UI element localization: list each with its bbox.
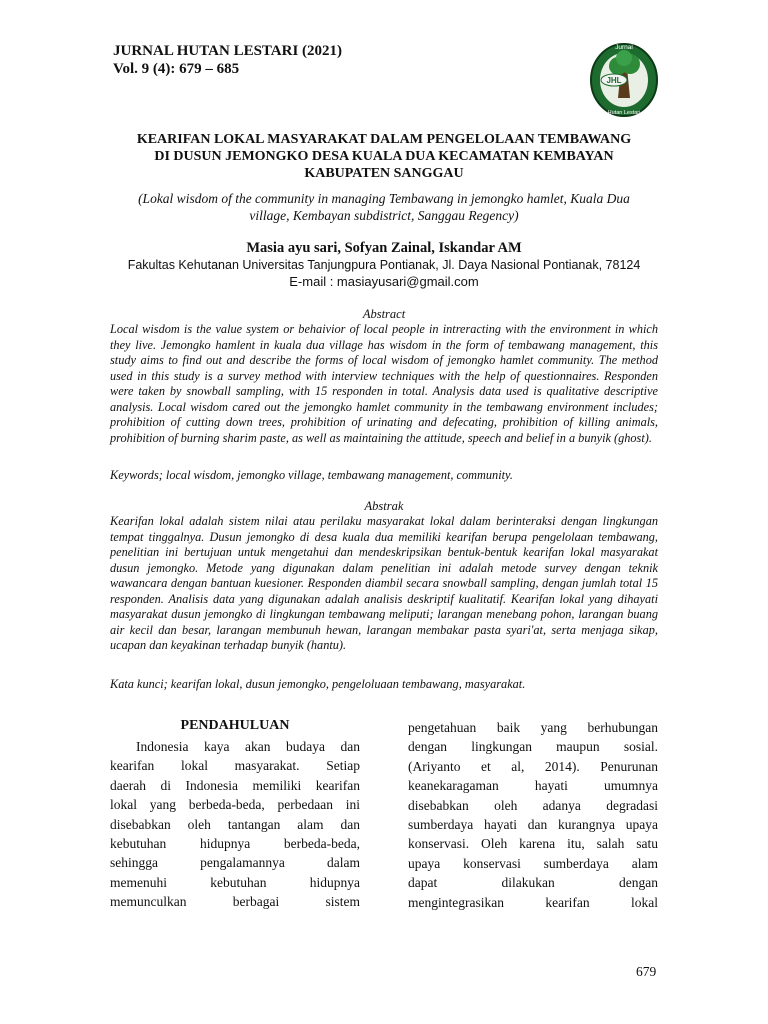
body-line: sumberdaya hayati dan kurangnya upaya [408, 816, 658, 832]
body-line: (Ariyanto et al, 2014). Penurunan [408, 758, 658, 774]
body-line: pengetahuan baik yang berhubungan [408, 720, 658, 735]
abstrak-heading: Abstrak [364, 499, 404, 513]
paper-subtitle [112, 190, 656, 224]
right-column [408, 718, 658, 912]
journal-logo [588, 38, 660, 118]
left-column [110, 737, 360, 912]
body-line: kebutuhan hidupnya berbeda-beda, [110, 835, 360, 851]
body-line: dengan lingkungan maupun sosial. [408, 739, 658, 755]
subtitle-line: village, Kembayan subdistrict, Sanggau Regency) [249, 208, 519, 223]
body-line: upaya konservasi sumberdaya alam [408, 855, 658, 871]
body-line: kearifan lokal masyarakat. Setiap [110, 758, 360, 774]
body-line: mengintegrasikan kearifan lokal [408, 894, 658, 910]
body-line: konservasi. Oleh karena itu, salah satu [408, 836, 658, 852]
body-line: memunculkan berbagai sistem [110, 894, 360, 910]
abstrak-text: Kearifan lokal adalah sistem nilai atau perilaku masyarakat lokal dalam berinteraksi dengan lingkungan tempat tinggalnya. Dusun jemongko di desa kuala dua memiliki kearifan berupa pengelolaan tembawang, penelitian ini bertujuan untuk mengetahui dan mendeskripsikan bentuk-bentuk kearifan lokal masyarakat dusun jemongko. Metode yang digunakan dalam penelitian ini adalah metode survey dengan teknik wawancara dengan bantuan kuesioner. Responden diambil secara snowball sampling, dengan jumlah total 15 responden. Analisis data yang digunakan adalah analisis deskriptif kualitatif. Kearifan lokal yang dihayati masyarakat dusun jemongko di lingkungan tembawang meliputi; larangan menebang pohon, larangan buang air kecil dan besar, larangan membunuh hewan, larangan membakar pasta syari'at, serta menjaga sikap, ucapan dan keyakinan terhadap bunyik (hantu). [110, 514, 658, 652]
section-heading: PENDAHULUAN [180, 718, 290, 733]
journal-name: JURNAL HUTAN LESTARI (2021) [113, 43, 343, 59]
kata-kunci: Kata kunci; kearifan lokal, dusun jemongko, pengeloluaan tembawang, masyarakat. [110, 677, 526, 691]
body-line: memenuhi kebutuhan hidupnya [110, 874, 360, 890]
keywords: Keywords; local wisdom, jemongko village, tembawang management, community. [110, 468, 513, 482]
journal-volume: Vol. 9 (4): 679 – 685 [113, 61, 240, 77]
journal-header [113, 42, 342, 78]
page-number: 679 [636, 964, 657, 979]
body-line: dapat dilakukan dengan [408, 875, 658, 891]
affiliation: Fakultas Kehutanan Universitas Tanjungpura Pontianak, Jl. Daya Nasional Pontianak, 78124 [127, 258, 641, 272]
email: E-mail : masiayusari@gmail.com [289, 274, 479, 289]
abstract-text: Local wisdom is the value system or behaivior of local people in intreracting with the environment in which they live. Jemongko hamlent in kuala dua village has wisdom in the form of tembawang management, this study aims to find out and describe the forms of local wisdom of jemongko hamlet community. The method used in this study is a survey method with interview techniques with the help of questionnaires. Responden were taken by snowball sampling, with 15 responden in total. Analysis data used is qualitative descriptive analysis. Local wisdom cared out the jemongko hamlet community in the tembawang environment includes; prohibition of cutting down trees, prohibition of urinating and defecating, prohibition of killing animals, prohibition of burning sharim paste, as well as maintaining the attitude, speech and belief in a bunyik (ghost). [110, 322, 658, 445]
body-line: Indonesia kaya akan budaya dan [136, 739, 360, 754]
authors: Masia ayu sari, Sofyan Zainal, Iskandar AM [246, 240, 522, 256]
subtitle-line: (Lokal wisdom of the community in managing Tembawang in jemongko hamlet, Kuala Dua [138, 191, 630, 206]
paper-title [100, 131, 668, 182]
logo-center-text: JHL [606, 76, 622, 85]
body-line: keanekaragaman hayati umumnya [408, 778, 658, 794]
logo-bottom-text: Hutan Lestari [607, 110, 641, 116]
title-line: KEARIFAN LOKAL MASYARAKAT DALAM PENGELOLAAN TEMBAWANG [136, 132, 632, 147]
body-line: sehingga pengalamannya dalam [110, 855, 360, 871]
title-line: KABUPATEN SANGGAU [304, 166, 464, 181]
abstract-heading: Abstract [362, 307, 406, 321]
title-line: DI DUSUN JEMONGKO DESA KUALA DUA KECAMATAN KEMBAYAN [154, 149, 614, 164]
body-line: lokal yang berbeda-beda, perbedaan ini [110, 797, 360, 813]
logo-top-text: Jurnal [615, 44, 633, 51]
body-line: disebabkan oleh tantangan alam dan [110, 816, 360, 832]
body-line: daerah di Indonesia memiliki kearifan [110, 777, 360, 793]
body-line: disebabkan oleh adanya degradasi [408, 797, 658, 813]
